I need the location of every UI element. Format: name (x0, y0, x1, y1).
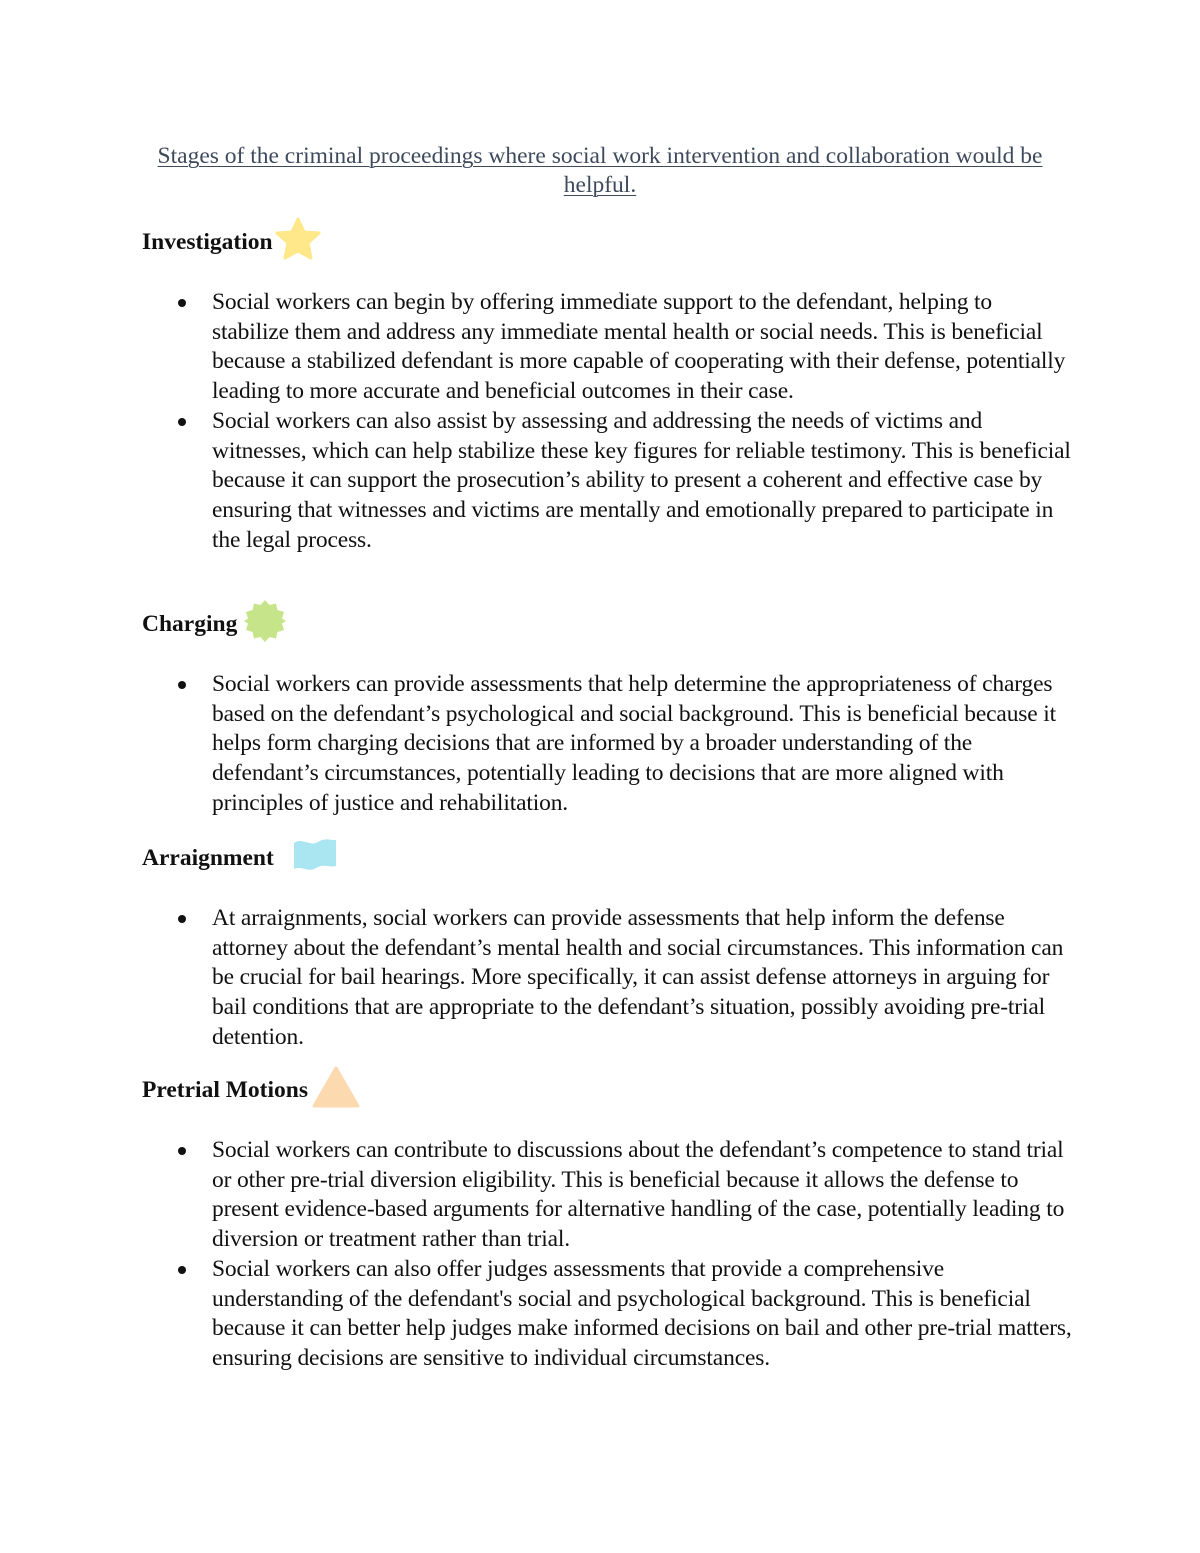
bullet-icon (178, 681, 186, 689)
section-heading (142, 1070, 1072, 1110)
section-heading (142, 222, 1072, 262)
heading-label: Arraignment (142, 844, 274, 871)
bullet-list (142, 904, 1072, 1053)
yellow-star-icon (275, 217, 321, 268)
bullet-list (142, 670, 1072, 819)
section-heading (142, 838, 1072, 878)
bullet-icon (178, 915, 186, 923)
green-seal-icon (243, 599, 287, 650)
heading-label: Pretrial Motions (142, 1076, 308, 1103)
heading-label: Investigation (142, 228, 273, 255)
bullet-icon (178, 299, 186, 307)
list-item: Social workers can contribute to discussions about the defendant’s competence to stand trial or other pre-trial diversion eligibility. This is beneficial because it allows the defense to present evidence-based arguments for alternative handling of the case, potentially leading to diversion or treatment rather than trial. (142, 1136, 1072, 1255)
page-title: Stages of the criminal proceedings where social work intervention and collaboration would be helpful. (157, 143, 1043, 198)
section-charging (142, 604, 1072, 819)
bullet-icon (178, 1147, 186, 1155)
bullet-icon (178, 1266, 186, 1274)
heading-label: Charging (142, 610, 238, 637)
orange-triangle-icon (312, 1066, 360, 1115)
list-item: Social workers can begin by offering immediate support to the defendant, helping to stabilize them and address any immediate mental health or social needs. This is beneficial because a stabilized defendant is more capable of cooperating with their defense, potentially leading to more accurate and beneficial outcomes in their case. (142, 288, 1072, 407)
section-investigation (142, 222, 1072, 555)
bullet-list (142, 1136, 1072, 1374)
list-item: Social workers can also assist by assessing and addressing the needs of victims and witnesses, which can help stabilize these key figures for reliable testimony. This is beneficial because it can support the prosecution’s ability to present a coherent and effective case by ensuring that witnesses and victims are mentally and emotionally prepared to participate in the legal process. (142, 407, 1072, 556)
section-pretrial-motions (142, 1070, 1072, 1374)
list-item: Social workers can also offer judges assessments that provide a comprehensive understanding of the defendant's social and psychological background. This is beneficial because it can better help judges make informed decisions on bail and other pre-trial matters, ensuring decisions are sensitive to individual circumstances. (142, 1255, 1072, 1374)
bullet-icon (178, 418, 186, 426)
blue-wave-flag-icon (292, 837, 338, 880)
list-item: Social workers can provide assessments that help determine the appropriateness of charges based on the defendant’s psychological and social background. This is beneficial because it helps form charging decisions that are informed by a broader understanding of the defendant’s circumstances, potentially leading to decisions that are more aligned with principles of justice and rehabilitation. (142, 670, 1072, 819)
section-heading (142, 604, 1072, 644)
bullet-list (142, 288, 1072, 555)
section-arraignment (142, 838, 1072, 1053)
list-item: At arraignments, social workers can provide assessments that help inform the defense attorney about the defendant’s mental health and social circumstances. This information can be crucial for bail hearings. More specifically, it can assist defense attorneys in arguing for bail conditions that are appropriate to the defendant’s situation, possibly avoiding pre-trial detention. (142, 904, 1072, 1053)
